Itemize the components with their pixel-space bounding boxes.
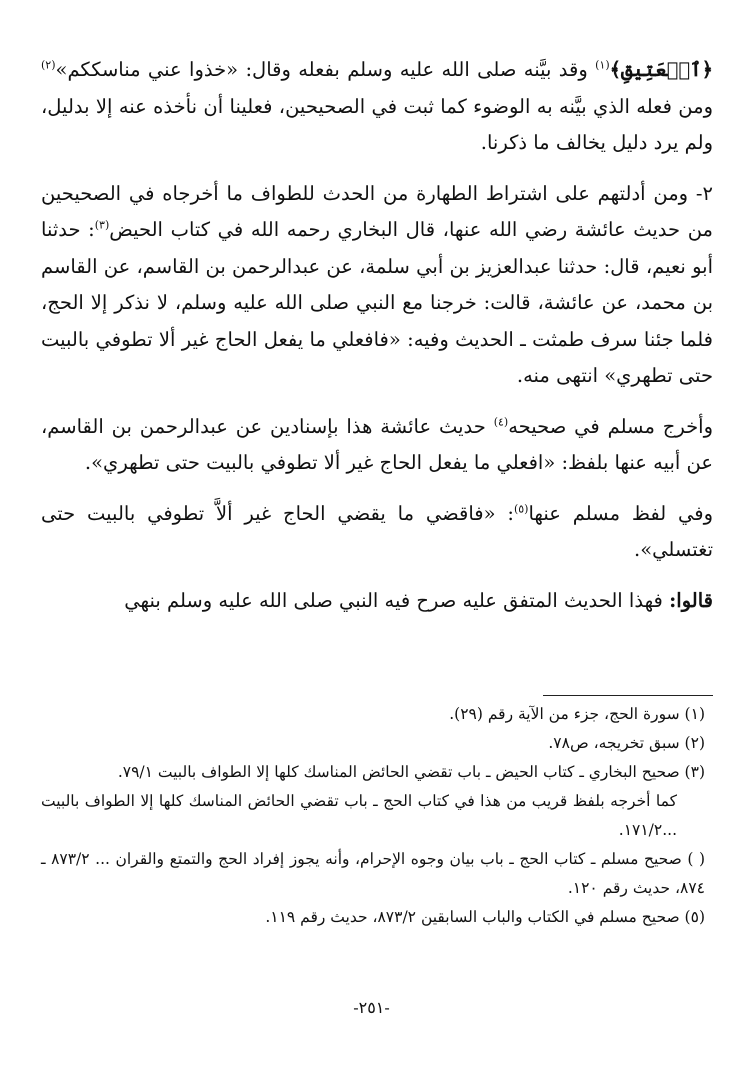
footnote-ref-2[interactable]: (٢) — [41, 58, 56, 72]
footnote-5: (٥) صحيح مسلم في الكتاب والباب السابقين ٨٧٣/٢، حديث رقم ١١٩. — [265, 908, 705, 926]
paragraph-3-text-a: وأخرج مسلم في صحيحه — [508, 414, 713, 438]
footnote-4: ( ) صحيح مسلم ـ كتاب الحج ـ باب بيان وجوه الإحرام، وأنه يجوز إفراد الحج والتمتع والقران ... ٨٧٣/٢ ـ ٨٧٤، حديث رقم ١٢٠. — [41, 850, 706, 897]
footnote-ref-5[interactable]: (٥) — [513, 502, 529, 515]
paragraph-1-text-a: وقد بيَّنه صلى الله عليه وسلم بفعله وقال: «خذوا عني مناسككم» — [55, 58, 596, 81]
footnote-1: (١) سورة الحج، جزء من الآية رقم (٢٩). — [449, 705, 705, 723]
paragraph-2-text-a: ٢- ومن أدلتهم على اشتراط الطهارة من الحدث للطواف ما أخرجاه في الصحيحين من حديث عائشة رضي الله عنها، قال البخاري رحمه الله في كتاب الحيض — [41, 181, 713, 241]
footnotes — [41, 700, 705, 932]
paragraph-1 — [41, 52, 713, 162]
paragraph-2-text-b: : حدثنا أبو نعيم، قال: حدثنا عبدالعزيز بن أبي سلمة، عن عبدالرحمن بن القاسم، عن القاسم بن محمد، عن عائشة، قالت: خرجنا مع النبي صلى الله عليه وسلم، لا نذكر إلا الحج، فلما جئنا سرف طمثت ـ الحديث وفيه: «فافعلي ما يفعل الحاج غير ألا تطوفي بالبيت حتى تطهري» انتهى منه. — [41, 218, 713, 387]
footnote-2: (٢) سبق تخريجه، ص٧٨. — [548, 734, 705, 752]
page-number: -٢٥١- — [353, 998, 390, 1017]
quran-verse: ﴿ٱلۡعَتِيقِ﴾ — [609, 58, 713, 81]
footnote-separator — [543, 695, 713, 696]
paragraph-5 — [41, 583, 713, 620]
paragraph-1-text-b: ومن فعله الذي بيَّنه به الوضوء كما ثبت في الصحيحين، فعلينا أن نأخذه عنه إلا بدليل، ولم يرد دليل يخالف ما ذكرنا. — [41, 94, 713, 154]
paragraph-2 — [41, 176, 713, 395]
paragraph-3-text-b: حديث عائشة هذا بإسنادين عن عبدالرحمن بن القاسم، عن أبيه عنها بلفظ: «افعلي ما يفعل الحاج غير ألا تطوفي بالبيت حتى تطهري». — [41, 414, 713, 474]
paragraph-4 — [41, 496, 713, 569]
paragraph-5-text: فهذا الحديث المتفق عليه صرح فيه النبي صلى الله عليه وسلم بنهي — [124, 588, 670, 612]
footnote-ref-3[interactable]: (٣) — [94, 218, 110, 232]
paragraph-4-text-a: وفي لفظ مسلم عنها — [528, 501, 713, 525]
paragraph-5-lead: قالوا: — [669, 588, 713, 612]
footnote-ref-4[interactable]: (٤) — [493, 415, 509, 428]
main-text — [41, 52, 713, 633]
paragraph-3 — [41, 409, 713, 482]
paragraph-4-text-b: : «فاقضي ما يقضي الحاج غير ألاَّ تطوفي بالبيت حتى تغتسلي». — [41, 501, 713, 561]
footnote-ref-1[interactable]: (١) — [595, 58, 610, 72]
footnote-3-continued: كما أخرجه بلفظ قريب من هذا في كتاب الحج ـ باب تقضي الحائض المناسك كلها إلا الطواف بالبيت ...١٧١/٢. — [41, 792, 677, 839]
footnote-3: (٣) صحيح البخاري ـ كتاب الحيض ـ باب تقضي الحائض المناسك كلها إلا الطواف بالبيت ٧٩/١. — [117, 763, 705, 781]
